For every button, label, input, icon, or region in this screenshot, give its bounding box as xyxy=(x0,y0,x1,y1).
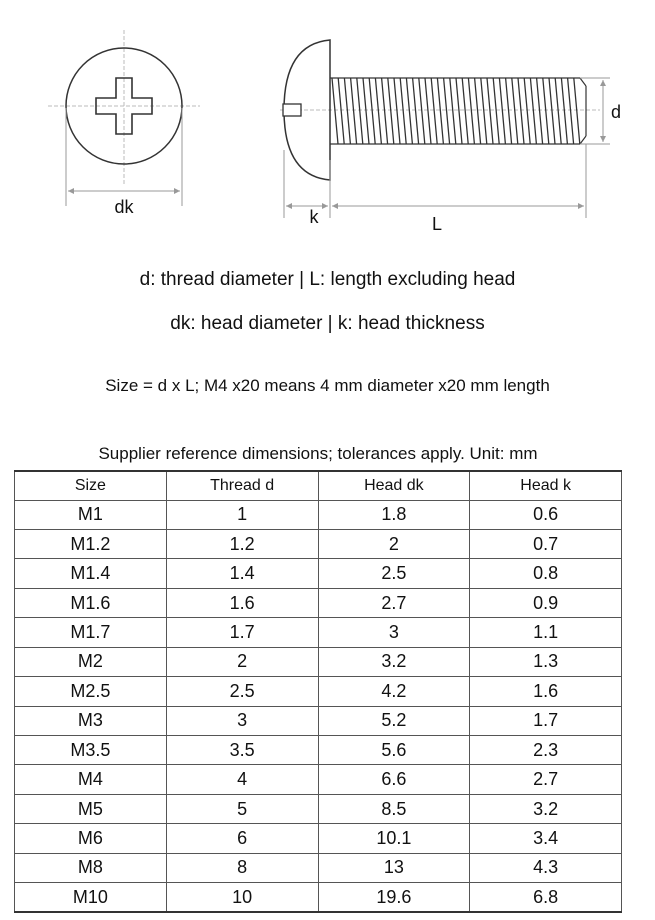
cell-thread-d: 4 xyxy=(166,765,318,794)
table-row xyxy=(15,824,622,853)
cell-head-k: 1.3 xyxy=(470,647,622,676)
cell-head-k: 2.7 xyxy=(470,765,622,794)
cell-thread-d: 1.6 xyxy=(166,588,318,617)
label-k: k xyxy=(309,207,319,227)
table-row xyxy=(15,588,622,617)
header-size: Size xyxy=(15,471,167,500)
cell-size: M3.5 xyxy=(15,736,167,765)
label-d: d xyxy=(610,102,622,122)
cell-head-dk: 4.2 xyxy=(318,677,470,706)
cell-head-k: 1.6 xyxy=(470,677,622,706)
table-row xyxy=(15,500,622,529)
header-head-k: Head k xyxy=(470,471,622,500)
cell-head-dk: 13 xyxy=(318,853,470,882)
header-head-dk: Head dk xyxy=(318,471,470,500)
cell-head-dk: 3 xyxy=(318,618,470,647)
cell-thread-d: 2 xyxy=(166,647,318,676)
cell-thread-d: 1.2 xyxy=(166,529,318,558)
cell-head-k: 3.4 xyxy=(470,824,622,853)
cell-thread-d: 8 xyxy=(166,853,318,882)
cell-head-k: 0.7 xyxy=(470,529,622,558)
cell-head-k: 0.6 xyxy=(470,500,622,529)
screw-diagram xyxy=(0,0,655,250)
table-row xyxy=(15,736,622,765)
cell-size: M8 xyxy=(15,853,167,882)
cell-head-dk: 5.2 xyxy=(318,706,470,735)
cell-head-k: 4.3 xyxy=(470,853,622,882)
table-row xyxy=(15,706,622,735)
cell-head-k: 1.7 xyxy=(470,706,622,735)
label-L: L xyxy=(431,214,443,234)
table-row xyxy=(15,853,622,882)
cell-size: M5 xyxy=(15,794,167,823)
screw-head-top-view-icon xyxy=(48,30,200,206)
cell-head-dk: 6.6 xyxy=(318,765,470,794)
cell-head-k: 0.9 xyxy=(470,588,622,617)
header-thread-d: Thread d xyxy=(166,471,318,500)
cell-size: M1 xyxy=(15,500,167,529)
table-row xyxy=(15,765,622,794)
cell-head-dk: 19.6 xyxy=(318,883,470,912)
cell-size: M3 xyxy=(15,706,167,735)
cell-size: M1.2 xyxy=(15,529,167,558)
cell-head-dk: 8.5 xyxy=(318,794,470,823)
caption-size-notation: Size = d x L; M4 x20 means 4 mm diameter x20 mm length xyxy=(105,376,550,395)
screw-side-view-icon xyxy=(280,40,610,218)
cell-head-dk: 2.7 xyxy=(318,588,470,617)
cell-head-dk: 3.2 xyxy=(318,647,470,676)
cell-size: M2.5 xyxy=(15,677,167,706)
cell-size: M2 xyxy=(15,647,167,676)
caption-head-dimensions: dk: head diameter | k: head thickness xyxy=(170,313,485,334)
cell-thread-d: 1 xyxy=(166,500,318,529)
cell-head-dk: 5.6 xyxy=(318,736,470,765)
table-row xyxy=(15,647,622,676)
cell-thread-d: 1.7 xyxy=(166,618,318,647)
cell-size: M6 xyxy=(15,824,167,853)
cell-head-dk: 10.1 xyxy=(318,824,470,853)
table-row xyxy=(15,529,622,558)
cell-head-k: 1.1 xyxy=(470,618,622,647)
table-title: Supplier reference dimensions; tolerances apply. Unit: mm xyxy=(98,444,538,463)
cell-size: M10 xyxy=(15,883,167,912)
dimensions-table xyxy=(14,470,622,913)
cell-head-k: 0.8 xyxy=(470,559,622,588)
cell-thread-d: 10 xyxy=(166,883,318,912)
table-row xyxy=(15,883,622,912)
cell-size: M1.4 xyxy=(15,559,167,588)
cell-size: M4 xyxy=(15,765,167,794)
table-row xyxy=(15,677,622,706)
cell-thread-d: 3.5 xyxy=(166,736,318,765)
cell-size: M1.6 xyxy=(15,588,167,617)
cell-head-dk: 2.5 xyxy=(318,559,470,588)
cell-head-k: 6.8 xyxy=(470,883,622,912)
label-dk: dk xyxy=(114,197,134,217)
table-row xyxy=(15,618,622,647)
cell-thread-d: 3 xyxy=(166,706,318,735)
table-row xyxy=(15,794,622,823)
cell-thread-d: 6 xyxy=(166,824,318,853)
caption-thread-length: d: thread diameter | L: length excluding head xyxy=(139,269,516,290)
cell-head-dk: 1.8 xyxy=(318,500,470,529)
cell-head-dk: 2 xyxy=(318,529,470,558)
cell-thread-d: 1.4 xyxy=(166,559,318,588)
cell-head-k: 3.2 xyxy=(470,794,622,823)
cell-thread-d: 5 xyxy=(166,794,318,823)
cell-thread-d: 2.5 xyxy=(166,677,318,706)
cell-head-k: 2.3 xyxy=(470,736,622,765)
cell-size: M1.7 xyxy=(15,618,167,647)
table-row xyxy=(15,559,622,588)
table-header-row xyxy=(15,471,622,500)
